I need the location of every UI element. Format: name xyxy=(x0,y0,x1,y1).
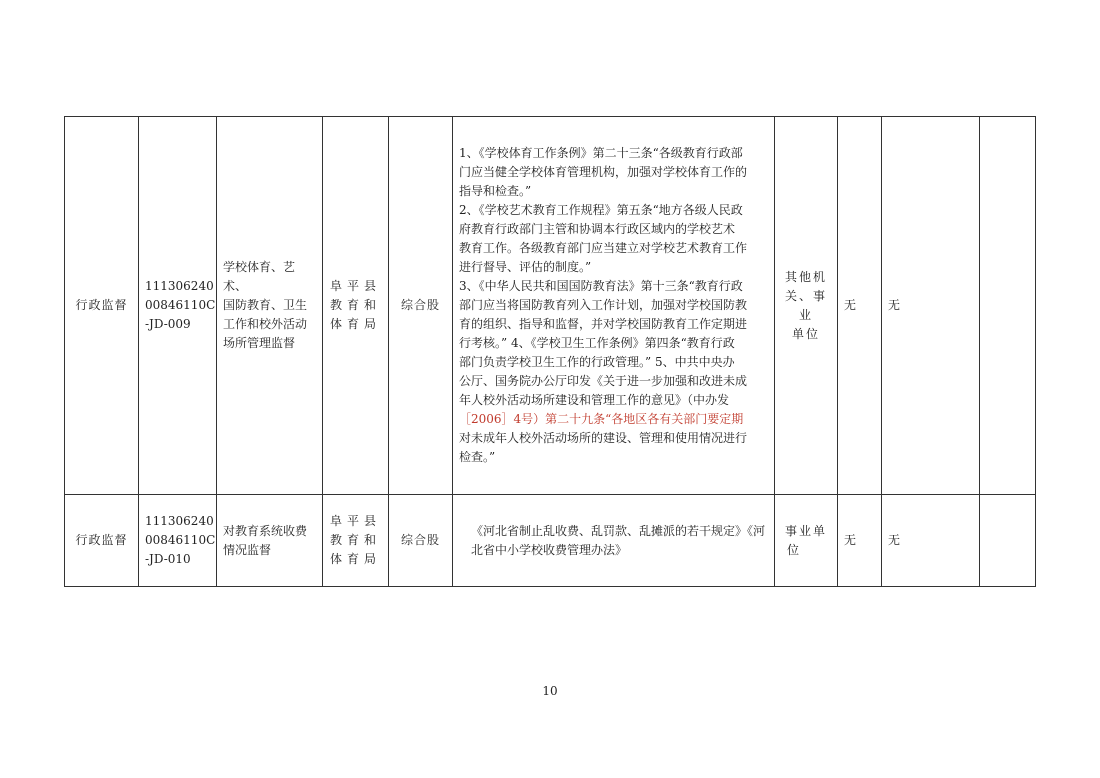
org-line: 体育局 xyxy=(329,317,381,331)
item-name-line: 情况监督 xyxy=(223,542,272,557)
subject-line: 位 xyxy=(787,542,802,557)
basis-line: 检查。” xyxy=(459,450,496,464)
item-code-line: 111306240 xyxy=(145,514,214,528)
basis-line-highlight: ［2006］4号）第二十九条“各地区各有关部门要定期 xyxy=(459,412,744,426)
item-name-line: 工作和校外活动 xyxy=(223,317,308,331)
basis-line: 对未成年人校外活动场所的建设、管理和使用情况进行 xyxy=(459,431,748,445)
table-row xyxy=(65,495,1036,587)
item-name-line: 对教育系统收费 xyxy=(223,523,308,538)
basis-line: 《河北省制止乱收费、乱罚款、乱摊派的若干规定》《河 xyxy=(471,523,766,538)
basis-line: 2、《学校艺术教育工作规程》第五条“地方各级人民政 xyxy=(459,203,743,217)
item-code-cell xyxy=(139,495,217,587)
item-name-line: 国防教育、卫生 xyxy=(223,298,308,312)
item-type: 行政监督 xyxy=(75,533,128,547)
org-line: 体育局 xyxy=(329,552,381,566)
dept-name: 综合股 xyxy=(400,298,440,312)
subject-cell xyxy=(775,117,838,495)
org-line: 阜平县 xyxy=(329,514,381,528)
org-line: 教育和 xyxy=(329,298,381,312)
subject-line: 关、事业 xyxy=(784,288,827,322)
basis-line: 年人校外活动场所建设和管理工作的意见》（中办发 xyxy=(459,393,730,407)
basis-line: 进行督导、评估的制度。” xyxy=(459,260,592,274)
col9-value: 无 xyxy=(888,533,901,547)
item-code-cell xyxy=(139,117,217,495)
org-cell xyxy=(323,117,389,495)
basis-line: 公厅、国务院办公厅印发《关于进一步加强和改进未成 xyxy=(459,374,748,388)
item-code-line: 00846110C xyxy=(145,298,216,312)
item-name-cell xyxy=(217,117,323,495)
basis-line: 行考核。” 4、《学校卫生工作条例》第四条“教育行政 xyxy=(459,336,735,350)
item-type: 行政监督 xyxy=(75,298,128,312)
subject-line: 单位 xyxy=(791,326,820,341)
legal-basis-cell xyxy=(453,495,775,587)
item-type-cell xyxy=(65,117,139,495)
item-table xyxy=(64,116,1036,587)
subject-line: 事业单 xyxy=(784,523,827,538)
basis-line: 教育工作。各级教育部门应当建立对学校艺术教育工作 xyxy=(459,241,748,255)
col9-cell xyxy=(882,117,980,495)
subject-cell xyxy=(775,495,838,587)
col9-value: 无 xyxy=(888,298,901,312)
item-name-cell xyxy=(217,495,323,587)
item-type-cell xyxy=(65,495,139,587)
basis-line: 部门应当将国防教育列入工作计划，加强对学校国防教 xyxy=(459,298,748,312)
item-code-line: -JD-009 xyxy=(145,317,191,331)
page-number: 10 xyxy=(542,684,558,698)
col8-value: 无 xyxy=(844,533,857,547)
basis-line: 育的组织、指导和监督，并对学校国防教育工作定期进 xyxy=(459,317,748,331)
org-line: 教育和 xyxy=(329,533,381,547)
item-code-line: 111306240 xyxy=(145,279,214,293)
col10-cell xyxy=(980,495,1036,587)
dept-cell xyxy=(389,495,453,587)
dept-name: 综合股 xyxy=(400,533,440,547)
basis-line: 部门负责学校卫生工作的行政管理。” 5、中共中央办 xyxy=(459,355,735,369)
col8-cell xyxy=(838,495,882,587)
col8-cell xyxy=(838,117,882,495)
dept-cell xyxy=(389,117,453,495)
col9-cell xyxy=(882,495,980,587)
basis-line: 门应当健全学校体育管理机构，加强对学校体育工作的 xyxy=(459,165,748,179)
basis-line: 指导和检查。” xyxy=(459,184,532,198)
legal-basis-cell xyxy=(453,117,775,495)
subject-line: 其他机 xyxy=(784,269,827,284)
org-line: 阜平县 xyxy=(329,279,381,293)
item-name-line: 学校体育、艺术、 xyxy=(223,260,296,293)
basis-line: 北省中小学校收费管理办法》 xyxy=(471,542,628,557)
item-code-line: -JD-010 xyxy=(145,552,191,566)
table-row xyxy=(65,117,1036,495)
org-cell xyxy=(323,495,389,587)
item-code-line: 00846110C xyxy=(145,533,216,547)
basis-line: 1、《学校体育工作条例》第二十三条“各级教育行政部 xyxy=(459,146,743,160)
item-name-line: 场所管理监督 xyxy=(223,336,296,350)
col10-cell xyxy=(980,117,1036,495)
col8-value: 无 xyxy=(844,298,857,312)
basis-line: 3、《中华人民共和国国防教育法》第十三条“教育行政 xyxy=(459,279,743,293)
basis-line: 府教育行政部门主管和协调本行政区域内的学校艺术 xyxy=(459,222,736,236)
